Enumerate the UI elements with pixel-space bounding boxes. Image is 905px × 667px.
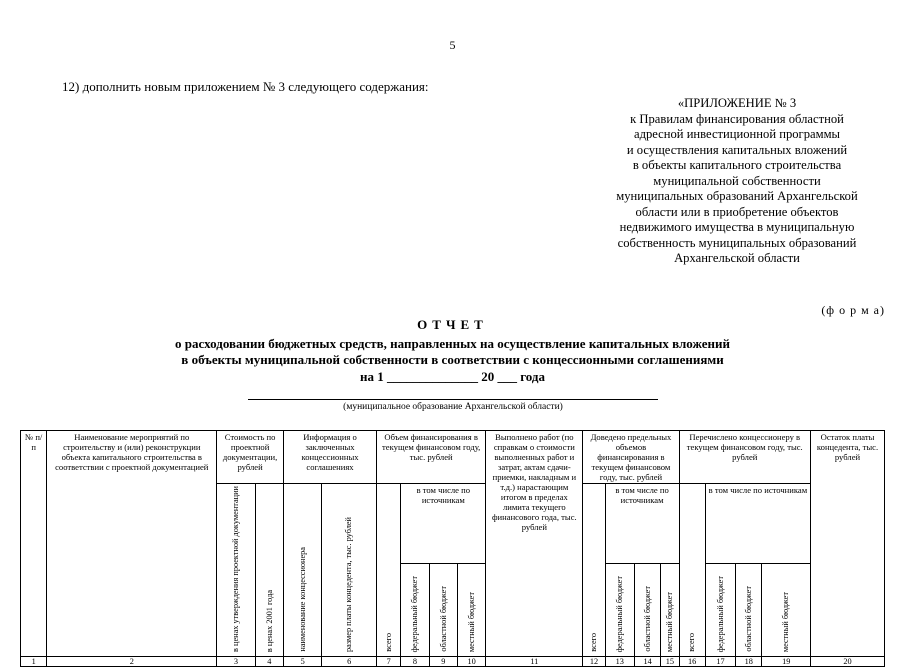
header-total: всего	[589, 633, 599, 652]
header-number: № п/п	[21, 431, 47, 657]
appendix-line: Архангельской области	[674, 251, 800, 265]
header-regional: областной бюджет	[438, 586, 448, 652]
header-cost-2001: в ценах 2001 года	[264, 589, 274, 652]
header-regional: областной бюджет	[744, 586, 754, 652]
header-transferred: Перечислено концессионеру в текущем финансовом году, тыс. рублей	[679, 431, 810, 484]
column-number: 14	[634, 656, 660, 666]
column-number: 5	[283, 656, 321, 666]
column-number: 18	[736, 656, 762, 666]
report-heading: ОТЧЕТ	[417, 317, 488, 332]
column-number: 1	[21, 656, 47, 666]
column-number: 16	[679, 656, 705, 666]
header-federal: федеральный бюджет	[715, 575, 725, 652]
header-local: местный бюджет	[466, 591, 476, 652]
appendix-block	[540, 96, 905, 267]
column-number: 11	[486, 656, 583, 666]
appendix-line: и осуществления капитальных вложений	[626, 142, 848, 157]
appendix-line: области или в приобретение объектов	[635, 204, 839, 219]
column-number: 13	[605, 656, 634, 666]
header-sources: в том числе по источникам	[705, 484, 810, 564]
header-total: всего	[687, 633, 697, 652]
appendix-line: недвижимого имущества в муниципальную	[619, 220, 855, 234]
header-regional: областной бюджет	[642, 586, 652, 652]
header-cost: Стоимость по проектной документации, рублей	[217, 431, 284, 484]
header-cost-approval: в ценах утверждения проектной документации	[231, 486, 241, 652]
header-fee: размер платы концедента, тыс. рублей	[344, 516, 354, 652]
report-date-line: на 1 ______________ 20 ___ года	[359, 369, 546, 384]
appendix-line: муниципальной собственности	[653, 173, 821, 188]
appendix-line: «ПРИЛОЖЕНИЕ № 3	[677, 96, 797, 110]
header-sources: в том числе по источникам	[605, 484, 679, 564]
header-federal: федеральный бюджет	[615, 575, 625, 652]
header-volume: Объем финансирования в текущем финансовом году, тыс. рублей	[377, 431, 486, 484]
report-title-line: в объекты муниципальной собственности в соответствии с концессионными соглашениями	[181, 352, 724, 367]
appendix-line: в объекты капитального строительства	[632, 158, 842, 172]
report-table	[20, 430, 885, 667]
header-name: Наименование мероприятий по строительству и (или) реконструкции объекта капитального строительства в соответствии с проектной документацией	[47, 431, 217, 657]
header-limits: Доведено предельных объемов финансирования в текущем финансовом году, тыс. рублей	[583, 431, 679, 484]
page-number: 5	[449, 38, 456, 52]
municipality-caption: (муниципальное образование Архангельской области)	[343, 402, 563, 412]
intro-text: 12) дополнить новым приложением № 3 следующего содержания:	[62, 79, 429, 94]
column-number: 6	[322, 656, 377, 666]
appendix-line: собственность муниципальных образований	[617, 235, 857, 250]
header-local: местный бюджет	[781, 591, 791, 652]
report-title-line: о расходовании бюджетных средств, направленных на осуществление капитальных вложений	[175, 336, 730, 351]
column-number: 2	[47, 656, 217, 666]
column-number: 4	[255, 656, 283, 666]
header-done: Выполнено работ (по справкам о стоимости выполненных работ и затрат, актам сдачи-приемки, накладным и т.д.) нарастающим итогом в пределах лимита текущего финансового года, тыс. рублей	[486, 431, 583, 657]
column-number: 17	[705, 656, 735, 666]
form-label: (ф о р м а)	[821, 303, 885, 317]
appendix-line: к Правилам финансирования областной	[630, 111, 844, 126]
column-number: 15	[661, 656, 679, 666]
column-number: 3	[217, 656, 255, 666]
header-sources: в том числе по источникам	[401, 484, 486, 564]
header-remainder: Остаток платы концедента, тыс. рублей	[811, 431, 885, 657]
column-number: 10	[457, 656, 485, 666]
column-number: 7	[377, 656, 401, 666]
column-number: 8	[401, 656, 429, 666]
header-concessionaire: наименование концессионера	[297, 547, 307, 652]
column-number: 12	[583, 656, 605, 666]
municipality-line	[248, 399, 658, 400]
column-number-row	[21, 656, 885, 666]
header-local: местный бюджет	[665, 591, 675, 652]
header-federal: федеральный бюджет	[410, 575, 420, 652]
column-number: 20	[811, 656, 885, 666]
header-info: Информация о заключенных концессионных соглашениях	[283, 431, 376, 484]
header-total: всего	[383, 633, 393, 652]
column-number: 9	[429, 656, 457, 666]
appendix-line: муниципальных образований Архангельской	[616, 189, 858, 203]
column-number: 19	[762, 656, 811, 666]
appendix-line: адресной инвестиционной программы	[633, 127, 841, 141]
